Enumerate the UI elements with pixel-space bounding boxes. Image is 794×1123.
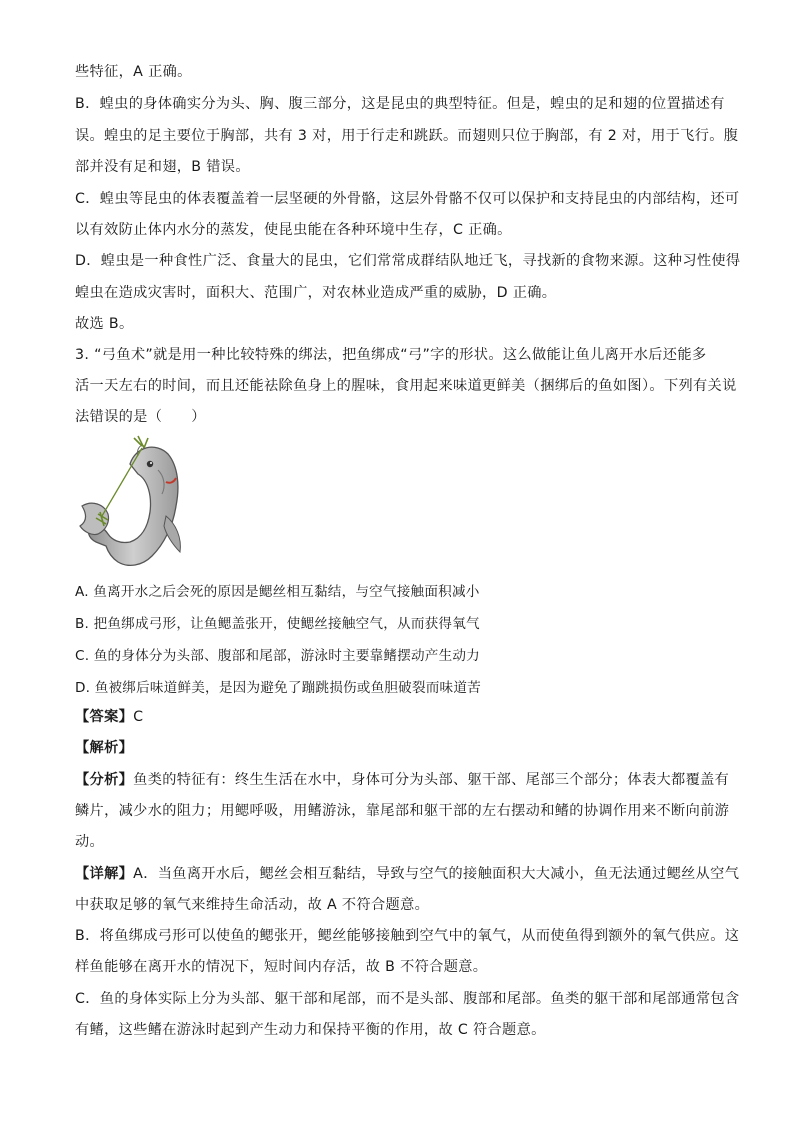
detail-line: B．将鱼绑成弓形可以使鱼的鳃张开，鳃丝能够接触到空气中的氧气，从而使鱼得到额外的氧气供应。这 — [75, 928, 740, 944]
text-line: C．蝗虫等昆虫的体表覆盖着一层坚硬的外骨骼，这层外骨骼不仅可以保护和支持昆虫的内部结构，还可 — [75, 191, 740, 207]
analysis-line: 动。 — [75, 834, 105, 850]
answer-line — [75, 707, 143, 727]
text-line: D．蝗虫是一种食性广泛、食量大的昆虫，它们常常成群结队地迁飞，寻找新的食物来源。这种习性使得 — [75, 253, 741, 269]
text-line: 些特征，A 正确。 — [75, 64, 192, 80]
text-line: 蝗虫在造成灾害时，面积大、范围广，对农林业造成严重的威胁，D 正确。 — [75, 285, 557, 301]
option-a: A. 鱼离开水之后会死的原因是鳃丝相互黏结，与空气接触面积减小 — [75, 584, 480, 600]
analysis-line — [75, 770, 729, 790]
analysis-heading: 【解析】 — [75, 740, 134, 756]
question-stem-line: 法错误的是（ ） — [75, 409, 206, 425]
text-line: 误。蝗虫的足主要位于胸部，共有 3 对，用于行走和跳跃。而翅则只位于胸部，有 2 对，用于飞行。腹 — [75, 128, 739, 144]
question-stem-line: 活一天左右的时间，而且还能祛除鱼身上的腥味，食用起来味道更鲜美（捆绑后的鱼如图）。下列有关说 — [75, 378, 737, 394]
text-line: 部并没有足和翅，B 错误。 — [75, 159, 250, 175]
detail-line: 中获取足够的氧气来维持生命活动，故 A 不符合题意。 — [75, 897, 430, 913]
text-line: 故选 B。 — [75, 316, 134, 332]
detail-line: 样鱼能够在离开水的情况下，短时间内存活，故 B 不符合题意。 — [75, 959, 488, 975]
detail-tag: 【详解】 — [75, 866, 134, 882]
text-line: B．蝗虫的身体确实分为头、胸、腹三部分，这是昆虫的典型特征。但是，蝗虫的足和翅的位置描述有 — [75, 96, 725, 112]
text-line: 以有效防止体内水分的蒸发，使昆虫能在各种环境中生存，C 正确。 — [75, 222, 512, 238]
detail-text: A．当鱼离开水后，鳃丝会相互黏结，导致与空气的接触面积大大减小，鱼无法通过鳃丝从空气 — [133, 866, 740, 882]
question-stem-line: 3. “弓鱼术”就是用一种比较特殊的绑法，把鱼绑成“弓”字的形状。这么做能让鱼儿离开水后还能多 — [75, 347, 707, 363]
answer-value: C — [133, 709, 144, 725]
option-d: D. 鱼被绑后味道鲜美，是因为避免了蹦跳损伤或鱼胆破裂而味道苦 — [75, 680, 481, 696]
detail-line — [75, 864, 739, 884]
answer-tag: 【答案】 — [75, 709, 134, 725]
detail-line: 有鳍，这些鳍在游泳时起到产生动力和保持平衡的作用，故 C 符合题意。 — [75, 1022, 546, 1038]
bow-tied-fish-illustration — [78, 434, 188, 572]
analysis-tag: 【分析】 — [75, 772, 134, 788]
analysis-text: 鱼类的特征有：终生生活在水中，身体可分为头部、躯干部、尾部三个部分；体表大都覆盖有 — [133, 772, 730, 788]
option-b: B. 把鱼绑成弓形，让鱼鳃盖张开，使鳃丝接触空气，从而获得氧气 — [75, 616, 480, 632]
detail-line: C．鱼的身体实际上分为头部、躯干部和尾部，而不是头部、腹部和尾部。鱼类的躯干部和尾部通常包含 — [75, 991, 740, 1007]
analysis-line: 鳞片，减少水的阻力；用鳃呼吸，用鳍游泳，靠尾部和躯干部的左右摆动和鳍的协调作用来不断向前游 — [75, 803, 730, 819]
option-c: C. 鱼的身体分为头部、腹部和尾部，游泳时主要靠鳍摆动产生动力 — [75, 648, 480, 664]
